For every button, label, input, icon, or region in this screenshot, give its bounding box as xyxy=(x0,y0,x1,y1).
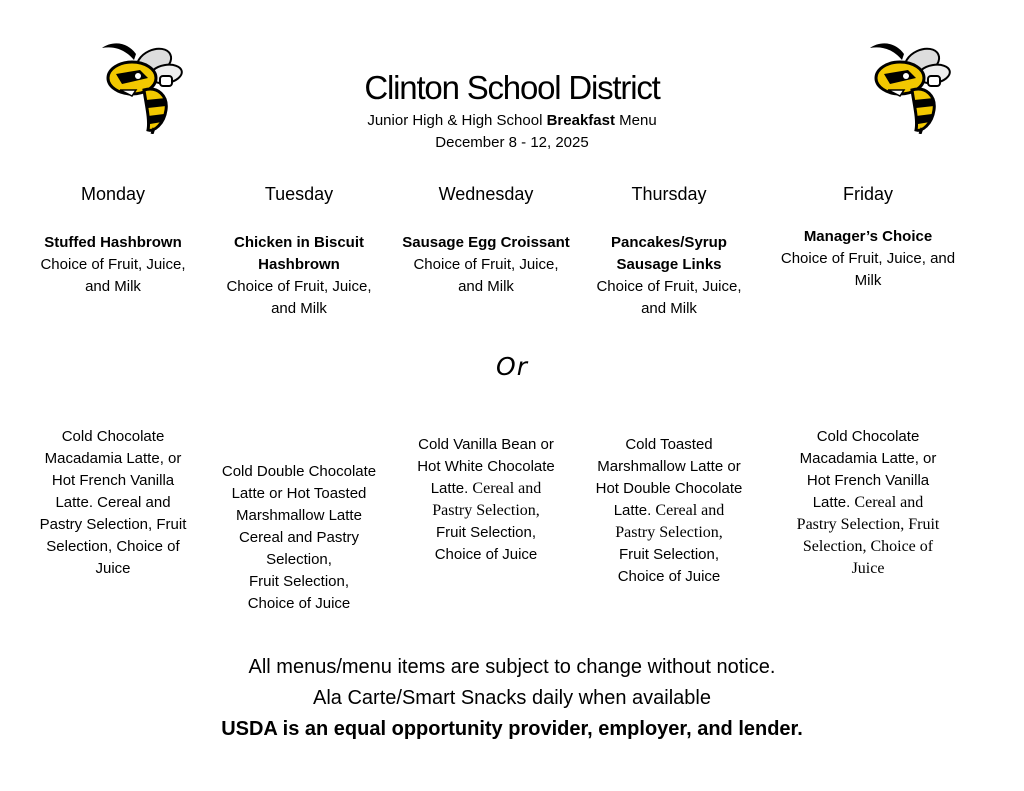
main-meal: Chicken in Biscuit Hashbrown Choice of Fruit, Juice, and Milk xyxy=(226,234,372,317)
day-column-friday xyxy=(768,182,968,292)
day-heading: Monday xyxy=(80,184,146,204)
alt-meal-monday: Cold Chocolate Macadamia Latte, or Hot French Vanilla Latte. Cereal and Pastry Selection, Fruit Selection, Choice of Juice xyxy=(39,428,187,577)
day-heading: Tuesday xyxy=(264,184,334,204)
usda-statement: USDA is an equal opportunity provider, employer, and lender. xyxy=(221,718,803,740)
ala-carte-note: Ala Carte/Smart Snacks daily when available xyxy=(313,687,711,709)
menu-header xyxy=(0,68,1024,154)
alt-meal-wednesday: Cold Vanilla Bean or Hot White Chocolate Latte. Cereal and Pastry Selection, Fruit Selection, Choice of Juice xyxy=(417,436,555,563)
menu-subtitle: Junior High & High School Breakfast Menu xyxy=(367,112,657,129)
or-divider: Or xyxy=(496,352,528,381)
alt-meal-friday: Cold Chocolate Macadamia Latte, or Hot French Vanilla Latte. Cereal and Pastry Selection, Fruit Selection, Choice of Juice xyxy=(796,428,940,577)
day-column-thursday xyxy=(579,182,759,320)
day-column-wednesday xyxy=(396,182,576,298)
alt-meal-tuesday: Cold Double Chocolate Latte or Hot Toasted Marshmallow Latte Cereal and Pastry Selection, Fruit Selection, Choice of Juice xyxy=(221,463,377,612)
day-column-monday xyxy=(23,182,203,298)
day-heading: Friday xyxy=(842,184,893,204)
menu-dates: December 8 - 12, 2025 xyxy=(435,134,589,151)
day-heading: Wednesday xyxy=(438,184,534,204)
menu-footer xyxy=(0,652,1024,745)
change-notice: All menus/menu items are subject to change without notice. xyxy=(248,656,776,678)
main-meal: Sausage Egg Croissant Choice of Fruit, Juice, and Milk xyxy=(402,234,570,295)
main-meal: Pancakes/Syrup Sausage Links Choice of Fruit, Juice, and Milk xyxy=(596,234,742,317)
main-meal: Stuffed Hashbrown Choice of Fruit, Juice, and Milk xyxy=(40,234,186,295)
main-meal: Manager’s Choice Choice of Fruit, Juice, and Milk xyxy=(780,228,956,289)
alt-meal-thursday: Cold Toasted Marshmallow Latte or Hot Double Chocolate Latte. Cereal and Pastry Selection, Fruit Selection, Choice of Juice xyxy=(595,436,743,585)
day-column-tuesday xyxy=(209,182,389,320)
day-heading: Thursday xyxy=(631,184,707,204)
page-title: Clinton School District xyxy=(364,69,660,106)
